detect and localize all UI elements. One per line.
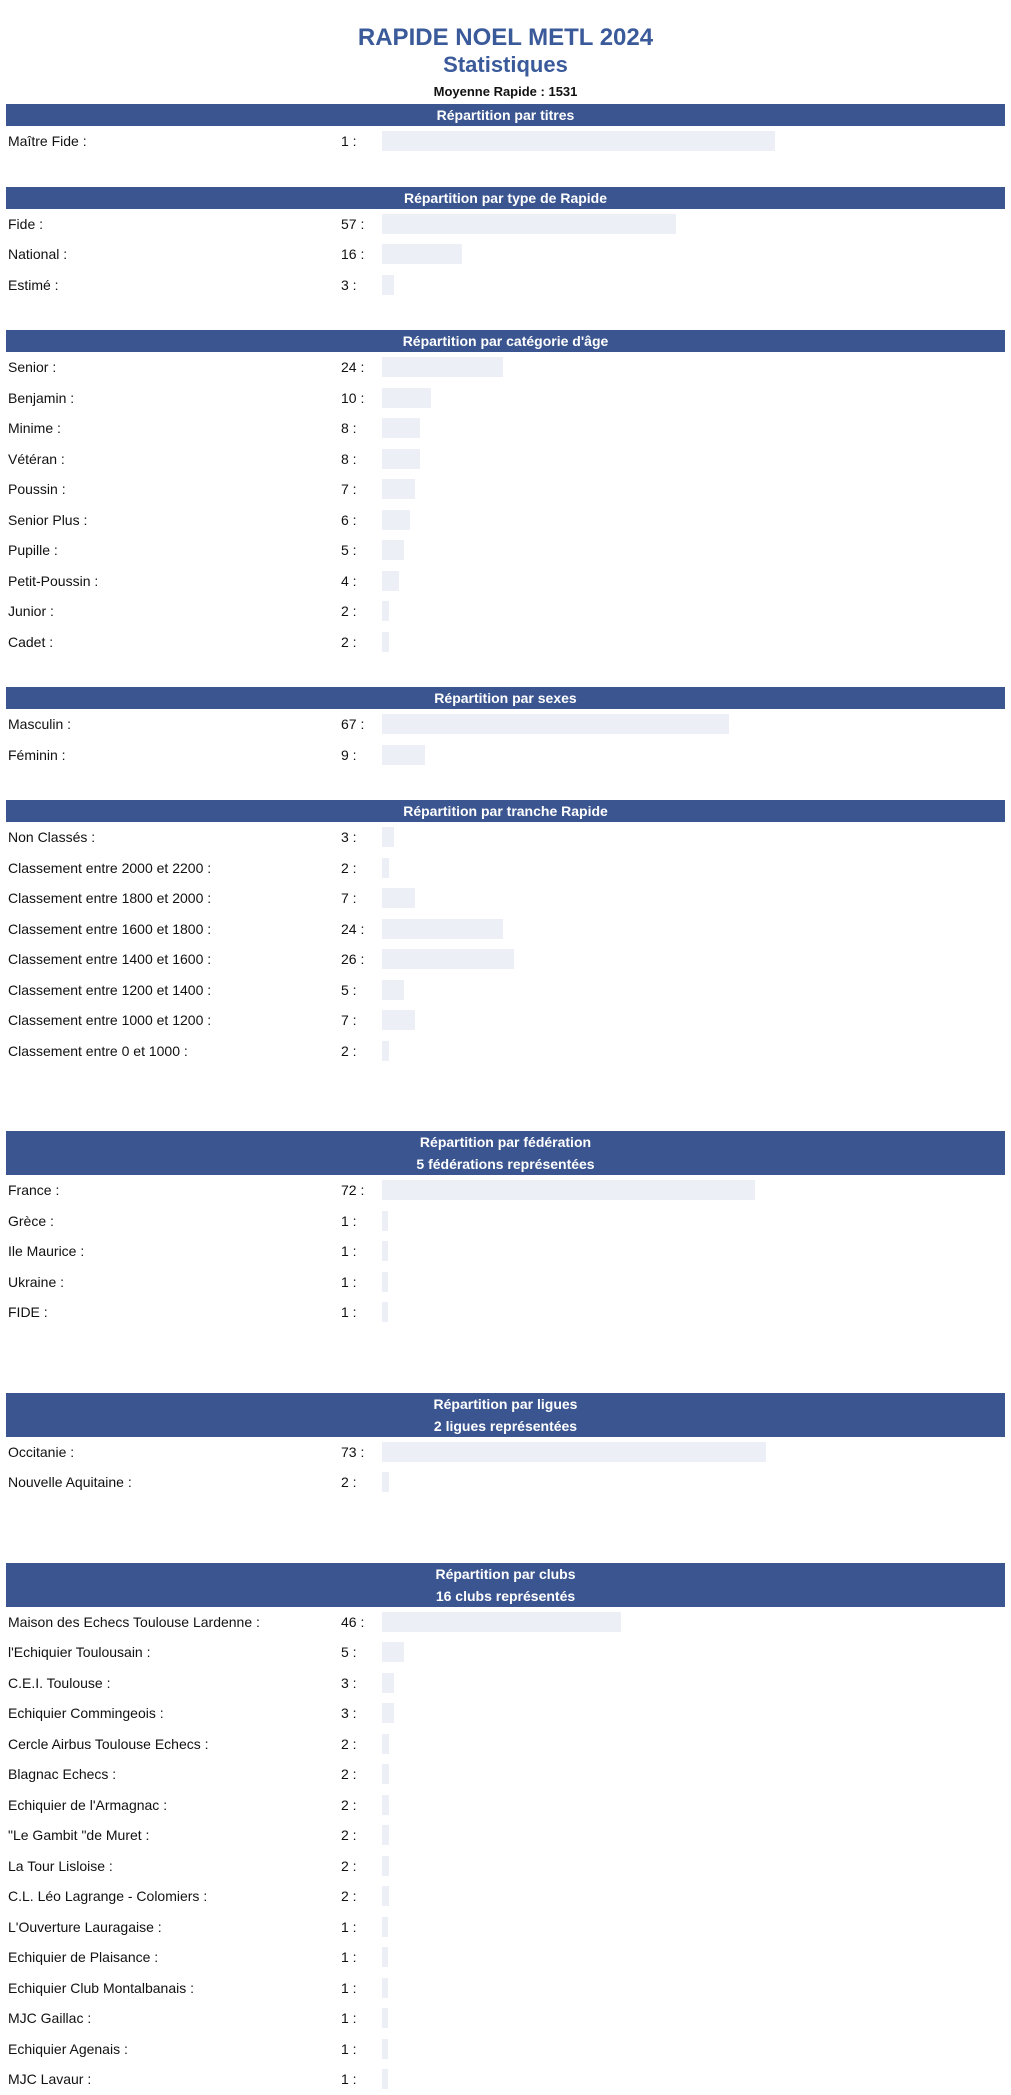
stat-bar (382, 1917, 388, 1937)
stat-bar (382, 949, 514, 969)
stat-row (6, 1912, 1005, 1943)
stat-row (6, 1005, 1005, 1036)
stat-row (6, 535, 1005, 566)
stat-bar (382, 1442, 766, 1462)
stat-label: l'Echiquier Toulousain : (8, 1644, 151, 1660)
stat-bar (382, 858, 389, 878)
stat-row (6, 2064, 1005, 2095)
stat-label: C.E.I. Toulouse : (8, 1674, 111, 1691)
stat-count: 2 : (341, 1735, 357, 1752)
stat-count: 2 : (341, 1857, 357, 1874)
stat-label: Féminin : (8, 746, 66, 763)
stat-count: 1 : (341, 1979, 357, 1996)
stat-bar (382, 275, 394, 295)
section-heading-title: Répartition par type de Rapide (403, 189, 608, 206)
stat-label: Echiquier Club Montalbanais : (8, 1979, 194, 1996)
stat-label: Ile Maurice : (8, 1243, 85, 1259)
stat-bar (382, 1041, 389, 1061)
stat-label: Minime : (8, 420, 61, 436)
stat-label: Ukraine : (8, 1273, 65, 1290)
stat-count: 2 : (341, 859, 357, 876)
stat-count: 3 : (341, 1674, 357, 1691)
stat-count: 2 : (341, 603, 357, 619)
stat-bar (382, 131, 775, 151)
stat-bar (382, 1272, 388, 1292)
section-age (6, 330, 1005, 657)
stat-count: 26 : (341, 951, 365, 967)
stat-row (6, 1437, 1005, 1468)
stat-count: 2 : (341, 1042, 357, 1059)
stat-bar (382, 1302, 388, 1322)
stat-bar (382, 1211, 388, 1231)
stat-row (6, 883, 1005, 914)
stat-count: 2 : (341, 633, 357, 650)
stat-label: Classement entre 1000 et 1200 : (8, 1012, 212, 1028)
stat-label: MJC Gaillac : (8, 2010, 92, 2026)
stat-bar (382, 510, 410, 530)
stat-row (6, 413, 1005, 444)
stat-row (6, 1820, 1005, 1851)
stat-row (6, 1637, 1005, 1668)
stat-label: La Tour Lisloise : (8, 1857, 113, 1874)
section-federation (6, 1131, 1005, 1328)
section-tranche (6, 800, 1005, 1066)
stat-row (6, 474, 1005, 505)
stat-count: 24 : (341, 920, 365, 937)
stat-row (6, 383, 1005, 414)
stat-count: 46 : (341, 1613, 365, 1630)
stat-count: 8 : (341, 420, 357, 436)
average-rating: Moyenne Rapide : 1531 (433, 84, 578, 99)
stat-row (6, 2034, 1005, 2065)
stat-row (6, 944, 1005, 975)
stat-count: 2 : (341, 1827, 357, 1843)
section-heading-title: Répartition par clubs (435, 1565, 576, 1582)
stat-bar (382, 418, 420, 438)
page-header (0, 0, 1011, 100)
stat-label: Petit-Poussin : (8, 572, 99, 589)
stat-count: 2 : (341, 1474, 357, 1490)
stat-row (6, 1881, 1005, 1912)
stat-bar (382, 540, 404, 560)
section-heading-title: Répartition par sexes (434, 690, 577, 706)
stat-count: 6 : (341, 511, 357, 528)
stat-label: Cercle Airbus Toulouse Echecs : (8, 1735, 209, 1752)
section-heading-subtitle: 5 fédérations représentées (416, 1156, 595, 1172)
section-heading (6, 187, 1005, 209)
stat-bar (382, 1825, 389, 1845)
stat-row (6, 1698, 1005, 1729)
stat-count: 1 : (341, 2040, 357, 2057)
stat-count: 24 : (341, 359, 365, 375)
stat-count: 73 : (341, 1443, 365, 1460)
stat-row (6, 1942, 1005, 1973)
stat-row (6, 1851, 1005, 1882)
section-heading-title: Répartition par titres (436, 107, 575, 123)
stat-row (6, 596, 1005, 627)
stat-bar (382, 2039, 388, 2059)
stat-label: Maison des Echecs Toulouse Lardenne : (8, 1613, 260, 1630)
stat-row (6, 914, 1005, 945)
stat-count: 1 : (341, 1273, 357, 1290)
stat-count: 72 : (341, 1182, 365, 1198)
stat-count: 67 : (341, 716, 365, 732)
stat-label: C.L. Léo Lagrange - Colomiers : (8, 1888, 208, 1904)
stat-label: Poussin : (8, 481, 66, 497)
stat-bar (382, 1241, 388, 1261)
stat-count: 4 : (341, 572, 357, 589)
stat-count: 1 : (341, 1243, 357, 1259)
section-heading (6, 104, 1005, 126)
stat-row (6, 1175, 1005, 1206)
stat-label: Echiquier de l'Armagnac : (8, 1796, 168, 1813)
stat-row (6, 975, 1005, 1006)
section-sexes (6, 687, 1005, 770)
stat-row (6, 1759, 1005, 1790)
stat-bar (382, 1673, 394, 1693)
stat-count: 3 : (341, 1705, 357, 1721)
stat-bar (382, 449, 420, 469)
stat-label: Junior : (8, 603, 54, 619)
stat-row (6, 1973, 1005, 2004)
stat-label: Non Classés : (8, 829, 96, 845)
stat-row (6, 1036, 1005, 1067)
stat-row (6, 126, 1005, 157)
stat-bar (382, 827, 394, 847)
stat-row (6, 1668, 1005, 1699)
stat-count: 57 : (341, 215, 365, 232)
stat-bar (382, 244, 462, 264)
section-heading-title: Répartition par catégorie d'âge (402, 333, 609, 349)
stat-label: Classement entre 1600 et 1800 : (8, 920, 212, 937)
stat-row (6, 566, 1005, 597)
stat-label: France : (8, 1182, 60, 1198)
stat-count: 3 : (341, 276, 357, 293)
stat-label: MJC Lavaur : (8, 2071, 92, 2087)
stat-count: 1 : (341, 1918, 357, 1935)
stat-count: 1 : (341, 1304, 357, 1320)
stat-bar (382, 1795, 389, 1815)
stat-bar (382, 479, 415, 499)
stat-count: 10 : (341, 389, 365, 406)
section-heading (6, 1563, 1005, 1607)
stats-sections (0, 104, 1011, 2095)
stat-count: 5 : (341, 981, 357, 998)
stat-bar (382, 1886, 389, 1906)
section-heading-title: Répartition par tranche Rapide (403, 803, 608, 819)
section-heading-title: Répartition par ligues (433, 1395, 578, 1412)
stat-label: Echiquier Commingeois : (8, 1705, 164, 1721)
stat-label: Nouvelle Aquitaine : (8, 1474, 132, 1490)
stat-label: Senior Plus : (8, 511, 88, 528)
stat-row (6, 1267, 1005, 1298)
section-heading-title: Répartition par fédération (419, 1134, 592, 1150)
stat-count: 5 : (341, 542, 357, 558)
stat-label: Estimé : (8, 276, 59, 293)
stat-row (6, 1607, 1005, 1638)
stat-row (6, 239, 1005, 270)
stat-bar (382, 1472, 389, 1492)
stat-row (6, 270, 1005, 301)
stat-count: 1 : (341, 2071, 357, 2087)
stat-bar (382, 1180, 755, 1200)
stat-bar (382, 1978, 388, 1998)
section-heading-subtitle: 16 clubs représentés (435, 1587, 576, 1604)
stat-label: Classement entre 1400 et 1600 : (8, 951, 212, 967)
stat-label: Fide : (8, 215, 44, 232)
stat-label: "Le Gambit "de Muret : (8, 1827, 150, 1843)
stat-row (6, 209, 1005, 240)
section-heading (6, 1393, 1005, 1437)
stat-bar (382, 1734, 389, 1754)
stat-bar (382, 919, 503, 939)
stat-count: 8 : (341, 450, 357, 467)
stat-row (6, 1236, 1005, 1267)
stat-bar (382, 601, 389, 621)
stat-bar (382, 1010, 415, 1030)
stat-bar (382, 714, 729, 734)
stat-label: Blagnac Echecs : (8, 1766, 117, 1782)
stat-bar (382, 2069, 388, 2089)
stat-label: Cadet : (8, 633, 54, 650)
stat-bar (382, 1947, 388, 1967)
stat-label: Echiquier Agenais : (8, 2040, 128, 2057)
section-heading (6, 800, 1005, 822)
section-type-rapide (6, 187, 1005, 301)
stat-count: 1 : (341, 133, 357, 149)
section-heading-subtitle: 2 ligues représentées (433, 1417, 578, 1434)
stat-bar (382, 1612, 621, 1632)
stat-label: Echiquier de Plaisance : (8, 1949, 159, 1965)
stat-count: 16 : (341, 246, 365, 262)
section-titres (6, 104, 1005, 157)
stat-row (6, 1206, 1005, 1237)
stat-label: L'Ouverture Lauragaise : (8, 1918, 162, 1935)
stat-label: Pupille : (8, 542, 58, 558)
section-heading (6, 330, 1005, 352)
stat-row (6, 627, 1005, 658)
stat-count: 2 : (341, 1796, 357, 1813)
stat-bar (382, 980, 404, 1000)
section-clubs (6, 1563, 1005, 2095)
stat-row (6, 853, 1005, 884)
stat-label: Senior : (8, 359, 57, 375)
stat-count: 7 : (341, 890, 357, 906)
stat-label: FIDE : (8, 1304, 48, 1320)
stat-label: Maître Fide : (8, 133, 87, 149)
stat-row (6, 822, 1005, 853)
stat-count: 1 : (341, 1949, 357, 1965)
stat-count: 9 : (341, 746, 357, 763)
stat-label: Occitanie : (8, 1443, 75, 1460)
stat-bar (382, 357, 503, 377)
stat-label: Classement entre 0 et 1000 : (8, 1042, 188, 1059)
stat-count: 2 : (341, 1766, 357, 1782)
stat-label: Grèce : (8, 1212, 54, 1229)
stat-bar (382, 888, 415, 908)
stat-row (6, 444, 1005, 475)
stat-label: Classement entre 1200 et 1400 : (8, 981, 212, 998)
stat-row (6, 505, 1005, 536)
stat-label: Masculin : (8, 716, 72, 732)
stat-bar (382, 1642, 404, 1662)
stat-count: 7 : (341, 1012, 357, 1028)
stat-row (6, 352, 1005, 383)
stat-row (6, 2003, 1005, 2034)
page-title: RAPIDE NOEL METL 2024 (357, 24, 654, 51)
stat-bar (382, 1703, 394, 1723)
page-subtitle: Statistiques (443, 52, 568, 77)
section-heading (6, 1131, 1005, 1175)
stat-row (6, 740, 1005, 771)
stat-bar (382, 2008, 388, 2028)
stat-label: National : (8, 246, 68, 262)
stat-count: 5 : (341, 1644, 357, 1660)
stat-row (6, 709, 1005, 740)
stat-row (6, 1790, 1005, 1821)
section-ligues (6, 1393, 1005, 1498)
section-heading (6, 687, 1005, 709)
stat-label: Classement entre 1800 et 2000 : (8, 890, 212, 906)
stat-row (6, 1467, 1005, 1498)
stat-bar (382, 1764, 389, 1784)
stat-row (6, 1297, 1005, 1328)
stat-bar (382, 745, 425, 765)
stat-count: 2 : (341, 1888, 357, 1904)
stat-bar (382, 388, 431, 408)
stat-count: 7 : (341, 481, 357, 497)
stat-bar (382, 571, 399, 591)
stat-bar (382, 632, 389, 652)
stat-row (6, 1729, 1005, 1760)
stat-label: Vétéran : (8, 450, 65, 467)
stat-count: 1 : (341, 2010, 357, 2026)
stat-count: 3 : (341, 829, 357, 845)
stat-count: 1 : (341, 1212, 357, 1229)
stat-label: Classement entre 2000 et 2200 : (8, 859, 212, 876)
stat-bar (382, 1856, 389, 1876)
stat-bar (382, 214, 676, 234)
stat-label: Benjamin : (8, 389, 75, 406)
